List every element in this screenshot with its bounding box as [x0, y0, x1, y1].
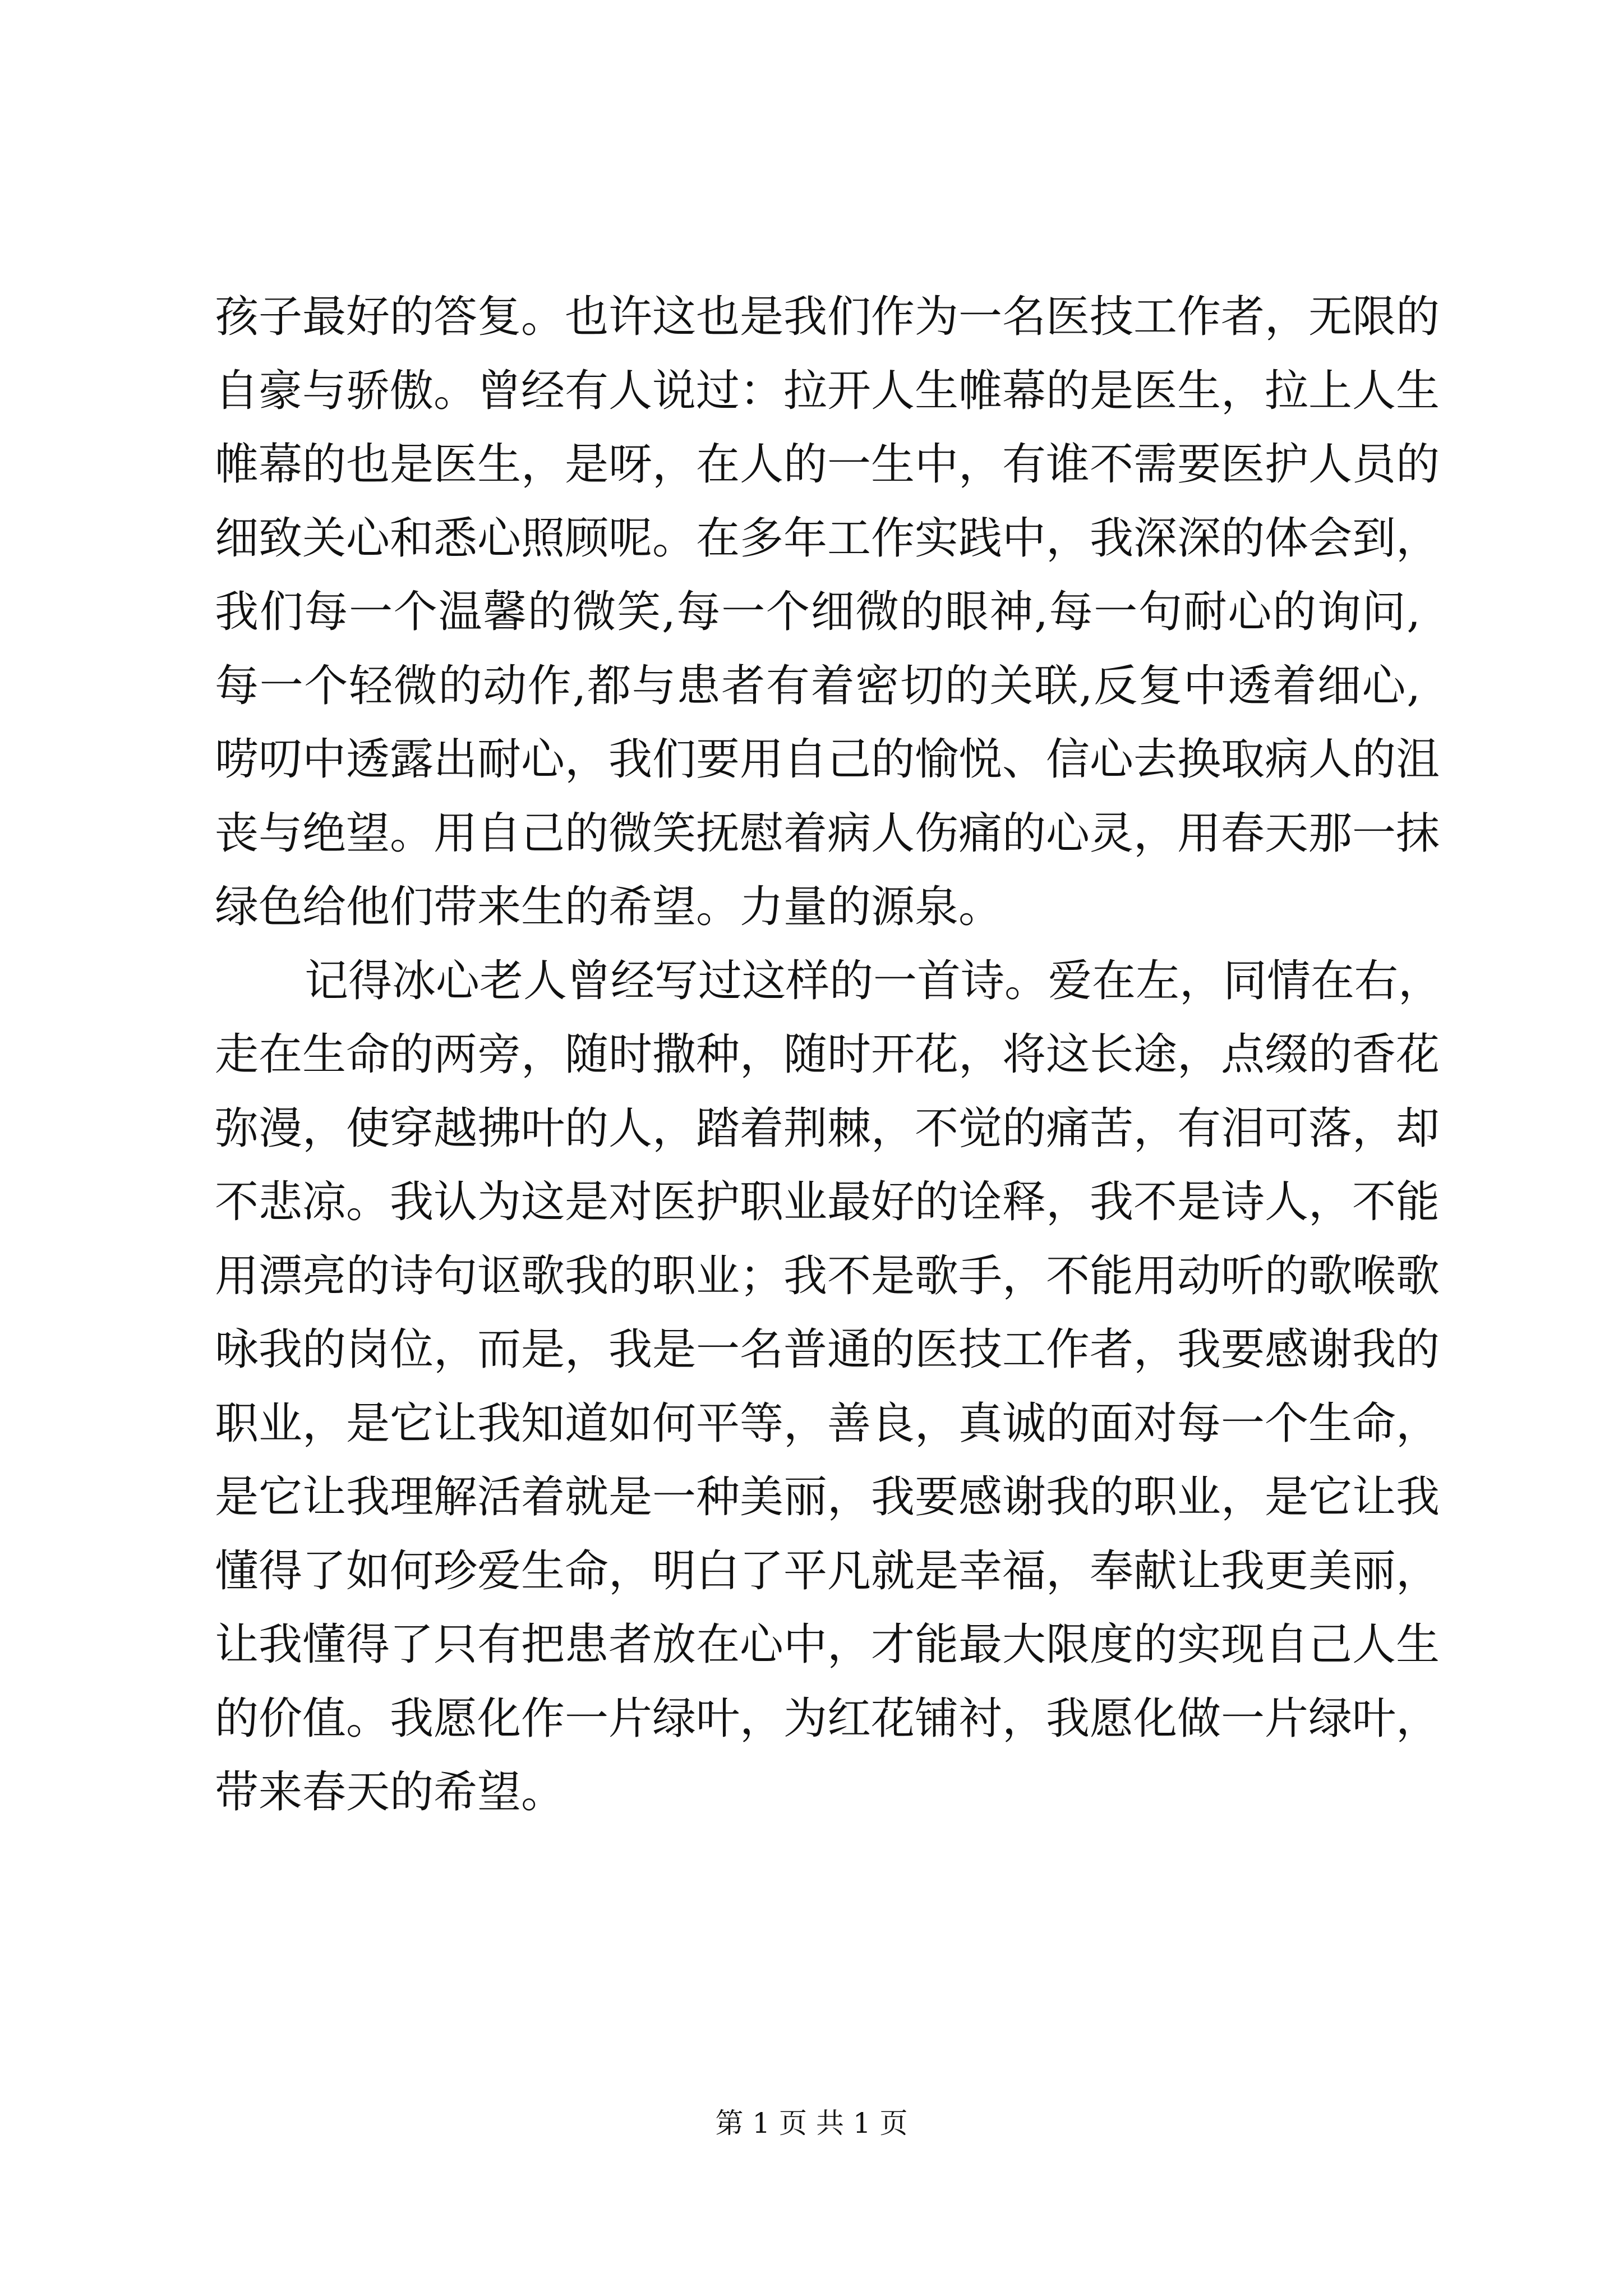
text-line: 细致关心和悉心照顾呢。在多年工作实践中，我深深的体会到， [215, 513, 1440, 564]
text-line: 用漂亮的诗句讴歌我的职业；我不是歌手，不能用动听的歌喉歌 [215, 1250, 1440, 1301]
text-line: 职业，是它让我知道如何平等，善良，真诚的面对每一个生命， [215, 1398, 1440, 1449]
text-line: 绿色给他们带来生的希望。力量的源泉。 [215, 882, 1003, 932]
text-line: 让我懂得了只有把患者放在心中，才能最大限度的实现自己人生 [215, 1619, 1440, 1670]
text-line: 带来春天的希望。 [215, 1767, 565, 1818]
text-line: 是它让我理解活着就是一种美丽，我要感谢我的职业，是它让我 [215, 1472, 1440, 1522]
text-line: 唠叨中透露出耐心，我们要用自己的愉悦、信心去换取病人的沮 [215, 734, 1440, 785]
text-line: 走在生命的两旁，随时撒种，随时开花，将这长途，点缀的香花 [215, 1029, 1440, 1080]
text-line: 不悲凉。我认为这是对医护职业最好的诠释，我不是诗人，不能 [215, 1177, 1440, 1227]
document-body [215, 280, 1442, 1830]
text-line: 帷幕的也是医生，是呀，在人的一生中，有谁不需要医护人员的 [215, 439, 1440, 490]
text-line: 弥漫，使穿越拂叶的人，踏着荆棘，不觉的痛苦，有泪可落，却 [215, 1103, 1440, 1154]
text-line: 我们每一个温馨的微笑,每一个细微的眼神,每一句耐心的询问, [215, 587, 1421, 637]
text-line: 丧与绝望。用自己的微笑抚慰着病人伤痛的心灵，用春天那一抹 [215, 808, 1440, 859]
page-footer: 第 1 页 共 1 页 [715, 2107, 908, 2139]
text-line: 孩子最好的答复。也许这也是我们作为一名医技工作者，无限的 [215, 292, 1440, 342]
text-line: 咏我的岗位，而是，我是一名普通的医技工作者，我要感谢我的 [215, 1324, 1440, 1375]
text-line: 自豪与骄傲。曾经有人说过：拉开人生帷幕的是医生，拉上人生 [215, 365, 1440, 416]
text-line: 的价值。我愿化作一片绿叶，为红花铺衬，我愿化做一片绿叶， [215, 1693, 1440, 1744]
text-line: 每一个轻微的动作,都与患者有着密切的关联,反复中透着细心, [215, 660, 1421, 711]
text-line: 记得冰心老人曾经写过这样的一首诗。爱在左，同情在右， [305, 955, 1442, 1006]
text-line: 懂得了如何珍爱生命，明白了平凡就是幸福，奉献让我更美丽， [215, 1545, 1440, 1596]
